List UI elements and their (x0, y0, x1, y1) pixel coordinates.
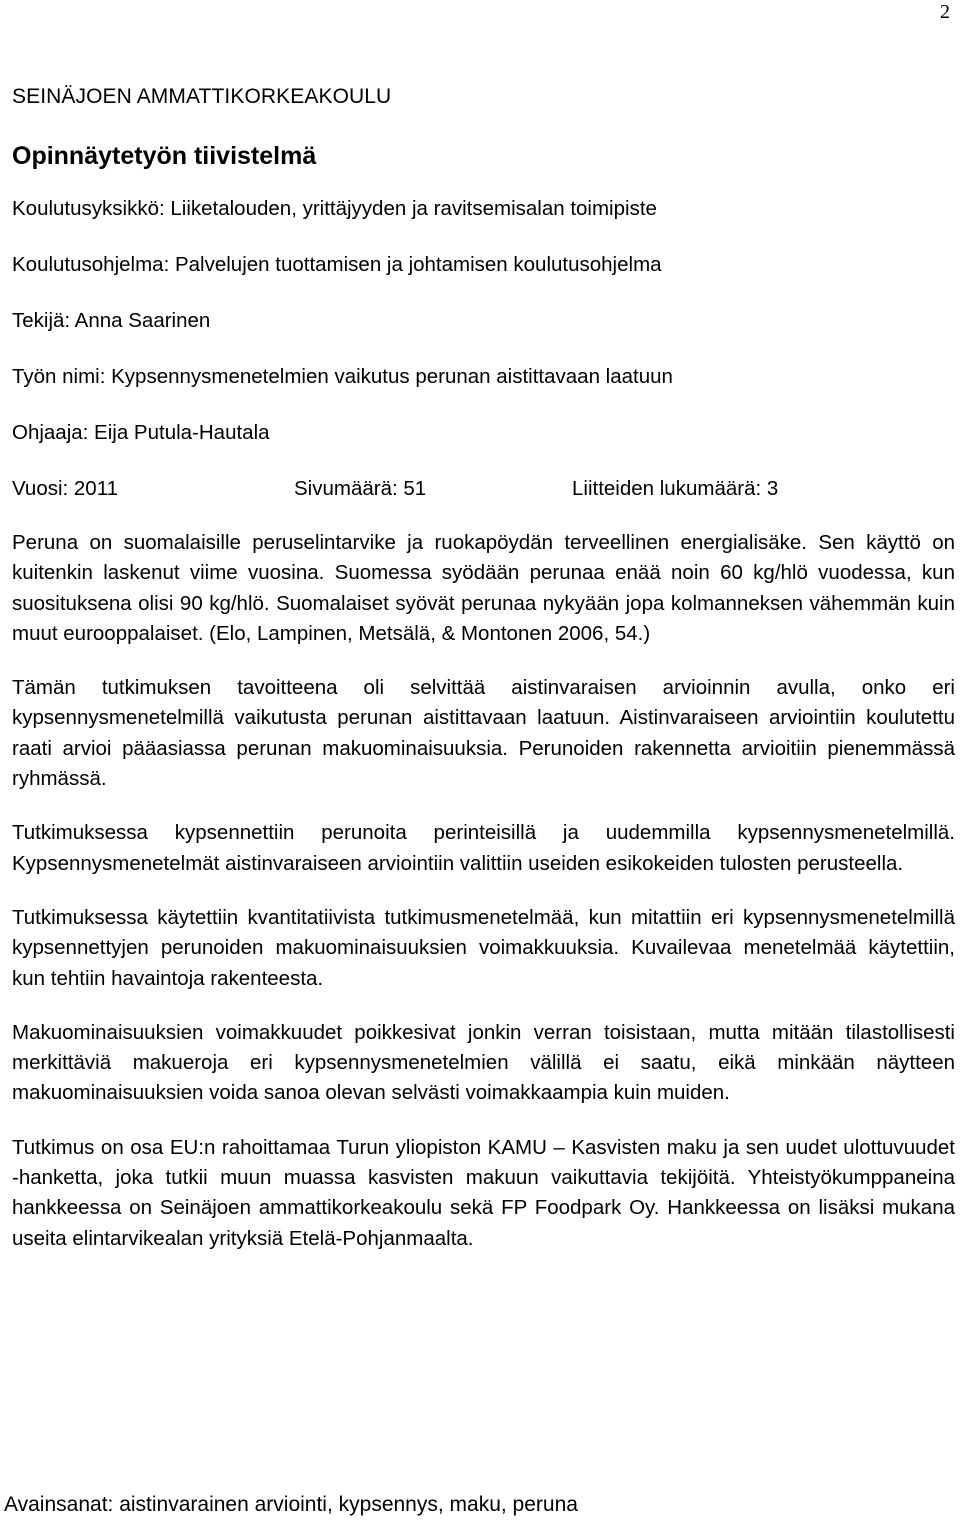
meta-year: Vuosi: 2011 (12, 477, 118, 500)
meta-programme: Koulutusohjelma: Palvelujen tuottamisen ja johtamisen koulutusohjelma (12, 253, 662, 276)
abstract-page (12, 82, 955, 1278)
abstract-paragraph: Tutkimuksessa kypsennettiin perunoita perinteisillä ja uudemmilla kypsennysmenetelmillä. Kypsennysmenetelmät aistinvaraiseen arviointiin valittiin useiden esikokeiden tulosten perusteella. (12, 821, 955, 875)
meta-appendix-count: Liitteiden lukumäärä: 3 (572, 477, 779, 500)
meta-author: Tekijä: Anna Saarinen (12, 309, 211, 332)
meta-page-count: Sivumäärä: 51 (294, 477, 427, 500)
keywords: Avainsanat: aistinvarainen arviointi, kypsennys, maku, peruna (4, 1493, 578, 1516)
meta-supervisor: Ohjaaja: Eija Putula-Hautala (12, 421, 270, 444)
organization-name: SEINÄJOEN AMMATTIKORKEAKOULU (12, 85, 392, 108)
abstract-paragraph: Tutkimuksessa käytettiin kvantitatiivista tutkimusmenetelmää, kun mitattiin eri kypsennysmenetelmillä kypsennettyjen perunoiden makuominaisuuksien voimakkuuksia. Kuvailevaa menetelmää käytettiin, kun tehtiin havaintoja rakenteesta. (12, 905, 955, 990)
meta-stats-row (12, 474, 955, 504)
abstract-paragraph: Tutkimus on osa EU:n rahoittamaa Turun yliopiston KAMU – Kasvisten maku ja sen uudet ulottuvuudet -hanketta, joka tutkii muun muassa kasvisten makuun vaikuttavia tekijöitä. Yhteistyökumppaneina hankkeessa on Seinäjoen ammattikorkeakoulu sekä FP Foodpark Oy. Hankkeessa on lisäksi mukana useita elintarvikealan yrityksiä Etelä-Pohjanmaalta. (12, 1135, 955, 1250)
document-title: Opinnäytetyön tiivistelmä (12, 142, 317, 170)
meta-work-title: Työn nimi: Kypsennysmenetelmien vaikutus perunan aistittavaan laatuun (12, 365, 673, 388)
page-number: 2 (940, 1, 950, 23)
meta-unit: Koulutusyksikkö: Liiketalouden, yrittäjyyden ja ravitsemisalan toimipiste (12, 197, 657, 220)
abstract-paragraph: Makuominaisuuksien voimakkuudet poikkesivat jonkin verran toisistaan, mutta mitään tilastollisesti merkittäviä makueroja eri kypsennysmenetelmien välillä ei saatu, eikä minkään näytteen makuominaisuuksien voida sanoa olevan selvästi voimakkaampia kuin muiden. (12, 1020, 955, 1105)
abstract-paragraph: Peruna on suomalaisille peruselintarvike ja ruokapöydän terveellinen energialisäke. Sen käyttö on kuitenkin laskenut viime vuosina. Suomessa syödään perunaa enää noin 60 kg/hlö vuodessa, kun suosituksena olisi 90 kg/hlö. Suomalaiset syövät perunaa nykyään jopa kolmanneksen vähemmän kuin muut eurooppalaiset. (Elo, Lampinen, Metsälä, & Montonen 2006, 54.) (12, 531, 955, 645)
abstract-paragraph: Tämän tutkimuksen tavoitteena oli selvittää aistinvaraisen arvioinnin avulla, onko eri kypsennysmenetelmillä vaikutusta perunan aistittavaan laatuun. Aistinvaraiseen arviointiin koulutettu raati arvioi pääasiassa perunan makuominaisuuksia. Perunoiden rakennetta arvioitiin pienemmässä ryhmässä. (12, 676, 955, 791)
